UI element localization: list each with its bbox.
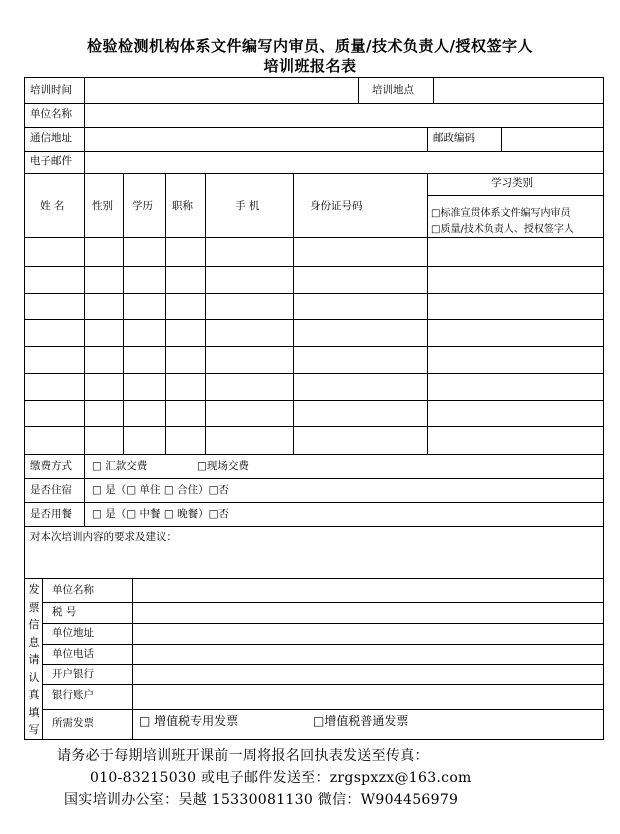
train-place-label: 培训地点 [372,84,414,96]
footer-office: 国实培训办公室：吴越 15330081130 微信：W904456979 [64,792,459,808]
train-place-field[interactable] [435,80,601,101]
email-label: 电子邮件 [30,155,72,167]
invoice-bank-label: 开户银行 [52,668,94,680]
train-time-label: 培训时间 [30,84,72,96]
invoice-side-char: 认 [28,670,40,684]
meals-options[interactable]: □ 是（□ 中餐 □ 晚餐）□否 [92,508,230,520]
invoice-account-label: 银行账户 [52,689,94,701]
postcode-field[interactable] [503,129,601,150]
invoice-side-caption [28,581,40,739]
address-label: 通信地址 [30,132,72,144]
footer-contact: 010-83215030 或电子邮件发送至：zrgspxzx@163.com [90,770,472,786]
invoice-unit-label: 单位名称 [52,584,94,596]
invoice-tax-field[interactable] [134,604,601,622]
invoice-address-field[interactable] [134,625,601,643]
col-title-header: 职称 [172,200,193,212]
unit-name-label: 单位名称 [30,108,72,120]
invoice-side-char: 请 [28,653,40,666]
train-time-field[interactable] [86,80,356,101]
invoice-address-label: 单位地址 [52,627,94,639]
form-title: 检验检测机构体系文件编写内审员、质量/技术负责人/授权签字人 [87,37,533,55]
email-field[interactable] [86,153,601,172]
invoice-bank-field[interactable] [134,666,601,683]
invoice-phone-field[interactable] [134,646,601,663]
invoice-side-char: 写 [28,723,40,736]
address-field[interactable] [86,129,425,150]
invoice-side-char: 票 [28,600,40,614]
study-option-manager[interactable]: □质量/技术负责人、授权签字人 [431,224,574,235]
col-education-header: 学历 [132,200,153,212]
invoice-type-label: 所需发票 [52,717,94,729]
payment-label: 缴费方式 [30,460,72,472]
invoice-tax-label: 税 号 [52,606,77,618]
col-mobile-header: 手 机 [235,200,260,212]
payment-option-onsite[interactable]: □现场交费 [197,460,249,472]
invoice-side-char: 息 [28,635,40,649]
form-subtitle: 培训班报名表 [263,57,357,75]
suggestion-field[interactable] [27,546,601,576]
invoice-unit-field[interactable] [134,580,601,600]
invoice-side-char: 信 [28,618,40,631]
invoice-side-char: 发 [28,583,40,596]
unit-name-field[interactable] [86,105,601,126]
col-name-header: 姓 名 [40,200,65,212]
payment-option-remit[interactable]: □ 汇款交费 [92,460,148,472]
study-option-auditor[interactable]: □标准宣贯体系文件编写内审员 [431,208,571,219]
invoice-side-char: 填 [28,705,40,719]
suggestion-label: 对本次培训内容的要求及建议： [30,531,177,543]
accommodation-label: 是否住宿 [30,484,72,496]
invoice-option-special[interactable]: □ 增值税专用发票 [139,714,239,728]
invoice-phone-label: 单位电话 [52,648,94,660]
registration-form [24,77,604,740]
study-type-header: 学习类别 [491,177,533,189]
postcode-label: 邮政编码 [433,132,475,144]
footer-instruction: 请务必于每期培训班开课前一周将报名回执表发送至传真： [57,748,429,764]
meals-label: 是否用餐 [30,508,72,520]
col-id-header: 身份证号码 [310,200,363,212]
accommodation-options[interactable]: □ 是（□ 单住 □ 合住）□否 [92,484,230,496]
invoice-side-char: 真 [28,688,40,701]
col-gender-header: 性别 [92,200,113,212]
invoice-account-field[interactable] [134,686,601,708]
invoice-option-normal[interactable]: □增值税普通发票 [313,714,409,728]
